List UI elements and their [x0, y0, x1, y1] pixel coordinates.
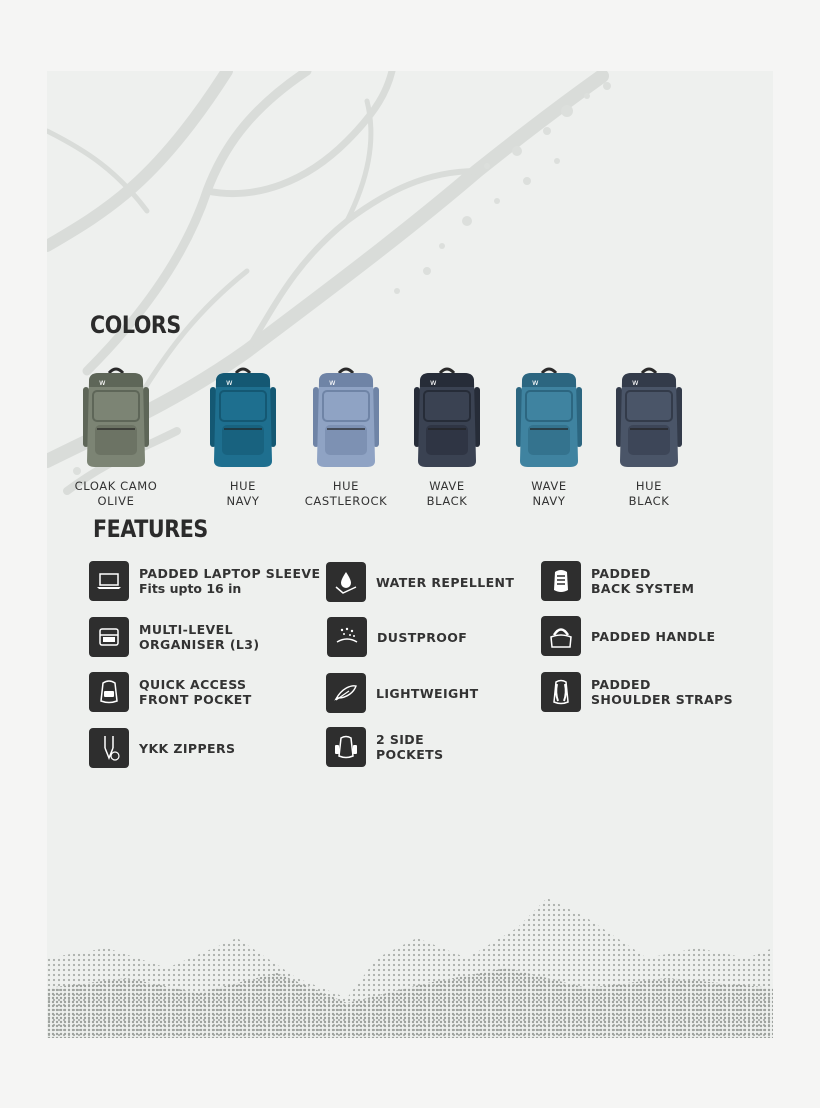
feature-water-repellent [326, 562, 514, 602]
feature-padded-back-system [541, 561, 694, 601]
side-pockets-icon [326, 727, 366, 767]
feature-padded-shoulder-straps [541, 672, 733, 712]
backpack-image [406, 365, 488, 471]
water-drop-icon [326, 562, 366, 602]
feature-title: MULTI-LEVEL ORGANISER (L3) [139, 622, 260, 652]
front-pocket-icon [89, 672, 129, 712]
colors-heading: COLORS [90, 311, 181, 339]
backpack-image [508, 365, 590, 471]
shoulder-straps-icon [541, 672, 581, 712]
color-swatch[interactable] [66, 365, 166, 509]
feature-2-side-pockets [326, 727, 444, 767]
color-swatch[interactable] [296, 365, 396, 509]
feature-title: PADDED HANDLE [591, 628, 716, 644]
feature-ykk-zippers [89, 728, 235, 768]
color-swatch[interactable] [499, 365, 599, 509]
svg-text:w: w [329, 378, 336, 387]
feature-title: PADDED LAPTOP SLEEVE [139, 566, 321, 581]
feature-title: 2 SIDE POCKETS [376, 732, 444, 762]
backpack-image [202, 365, 284, 471]
color-swatch[interactable] [599, 365, 699, 509]
color-name: CLOAK CAMO OLIVE [74, 479, 158, 508]
color-name: HUE CASTLEROCK [304, 479, 388, 508]
feature-title: WATER REPELLENT [376, 574, 515, 590]
feature-title: LIGHTWEIGHT [376, 685, 479, 701]
feature-title: PADDED BACK SYSTEM [591, 566, 695, 596]
mountain-silhouette-decoration [47, 888, 773, 1038]
feature-lightweight [326, 673, 479, 713]
feature-padded-laptop-sleeve [89, 561, 320, 601]
feature-multi-level-organiser [89, 617, 260, 657]
feature-subtitle: Fits upto 16 in [139, 581, 242, 596]
color-swatch[interactable] [193, 365, 293, 509]
feature-title: YKK ZIPPERS [139, 740, 236, 756]
color-name: HUE BLACK [628, 479, 670, 508]
dust-icon [327, 617, 367, 657]
color-swatch[interactable] [397, 365, 497, 509]
features-heading: FEATURES [93, 515, 208, 543]
svg-text:w: w [532, 378, 539, 387]
color-name: HUE NAVY [226, 479, 260, 508]
svg-text:w: w [99, 378, 106, 387]
svg-text:w: w [226, 378, 233, 387]
feature-title: PADDED SHOULDER STRAPS [591, 677, 734, 707]
laptop-icon [89, 561, 129, 601]
svg-text:w: w [430, 378, 437, 387]
backpack-image [608, 365, 690, 471]
svg-text:w: w [632, 378, 639, 387]
feature-dustproof [327, 617, 467, 657]
zipper-icon [89, 728, 129, 768]
color-name: WAVE NAVY [531, 479, 567, 508]
feature-quick-access-front-pocket [89, 672, 252, 712]
backpack-image [75, 365, 157, 471]
back-system-icon [541, 561, 581, 601]
product-info-card [47, 71, 773, 1038]
handle-icon [541, 616, 581, 656]
feature-padded-handle [541, 616, 715, 656]
organiser-icon [89, 617, 129, 657]
feature-title: DUSTPROOF [377, 629, 468, 645]
feature-title: QUICK ACCESS FRONT POCKET [139, 677, 252, 707]
color-name: WAVE BLACK [426, 479, 468, 508]
backpack-image [305, 365, 387, 471]
feather-icon [326, 673, 366, 713]
